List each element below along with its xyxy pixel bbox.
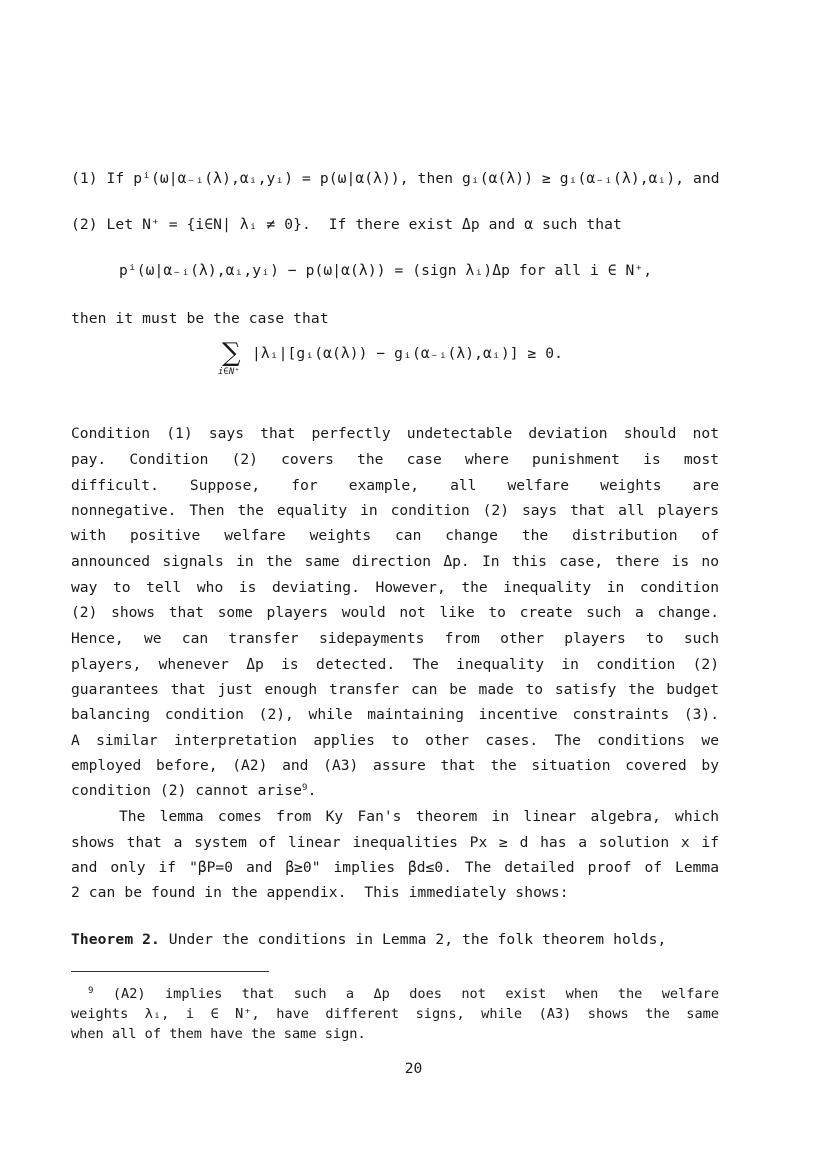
footnote-line: when all of them have the same sign. <box>71 1026 366 1042</box>
paragraph-line: announced signals in the same direction Δp. In this case, there is no <box>71 553 719 570</box>
paragraph-line: with positive welfare weights can change the distribution of <box>71 527 719 544</box>
footnote-line <box>88 986 719 1002</box>
paragraph-line: players, whenever Δp is detected. The inequality in condition (2) <box>71 656 719 673</box>
summation-sign-icon: ∑ <box>222 338 241 368</box>
condition-2-inequality: |λᵢ|[gᵢ(α(λ)) − gᵢ(α₋ᵢ(λ),αᵢ)] ≥ 0. <box>252 345 564 362</box>
paragraph-text: . <box>307 782 317 799</box>
paragraph-line: balancing condition (2), while maintaining incentive constraints (3). <box>71 706 719 723</box>
footnote-mark: 9 <box>88 986 94 996</box>
paragraph-line: difficult. Suppose, for example, all welfare weights are <box>71 477 719 494</box>
paragraph-last-line <box>71 782 316 799</box>
paragraph-line: Hence, we can transfer sidepayments from other players to such <box>71 630 719 647</box>
paragraph-line: Condition (1) says that perfectly undetectable deviation should not <box>71 425 719 442</box>
paragraph-line: shows that a system of linear inequalities Px ≥ d has a solution x if <box>71 834 719 851</box>
paragraph-line: A similar interpretation applies to other cases. The conditions we <box>71 732 719 749</box>
summation-subscript: i∈N⁺ <box>218 367 240 377</box>
condition-2: (2) Let N⁺ = {i∈N| λᵢ ≠ 0}. If there exist Δp and α such that <box>71 216 622 233</box>
paragraph-line: way to tell who is deviating. However, the inequality in condition <box>71 579 719 596</box>
footnote-text: (A2) implies that such a Δp does not exist when the welfare <box>112 986 719 1002</box>
paragraph-line: pay. Condition (2) covers the case where punishment is most <box>71 451 719 468</box>
paragraph-line: employed before, (A2) and (A3) assure that the situation covered by <box>71 757 719 774</box>
paragraph-line: nonnegative. Then the equality in condition (2) says that all players <box>71 502 719 519</box>
paragraph-text: condition (2) cannot arise <box>71 782 303 799</box>
condition-2-equation: pⁱ(ω|α₋ᵢ(λ),αᵢ,yᵢ) − p(ω|α(λ)) = (sign λᵢ)Δp for all i ∈ N⁺, <box>119 262 653 279</box>
condition-2-then: then it must be the case that <box>71 310 329 327</box>
page-number: 20 <box>404 1060 423 1077</box>
footnote-reference: 9 <box>302 783 308 793</box>
footnote-line: weights λᵢ, i ∈ N⁺, have different signs, while (A3) shows the same <box>71 1006 719 1022</box>
paragraph-line: guarantees that just enough transfer can be made to satisfy the budget <box>71 681 719 698</box>
theorem-statement <box>71 931 666 948</box>
condition-1: (1) If pⁱ(ω|α₋ᵢ(λ),αᵢ,yᵢ) = p(ω|α(λ)), then gᵢ(α(λ)) ≥ gᵢ(α₋ᵢ(λ),αᵢ), and <box>71 170 720 187</box>
paragraph-line: and only if "βP=0 and β≥0" implies βd≤0. The detailed proof of Lemma <box>71 859 719 876</box>
theorem-label: Theorem 2. <box>71 931 160 948</box>
paragraph-line: 2 can be found in the appendix. This immediately shows: <box>71 884 569 901</box>
theorem-text: Under the conditions in Lemma 2, the folk theorem holds, <box>159 931 667 948</box>
paragraph-line: The lemma comes from Ky Fan's theorem in linear algebra, which <box>119 808 719 825</box>
paragraph-line: (2) shows that some players would not like to create such a change. <box>71 604 719 621</box>
footnote-divider <box>71 971 269 972</box>
